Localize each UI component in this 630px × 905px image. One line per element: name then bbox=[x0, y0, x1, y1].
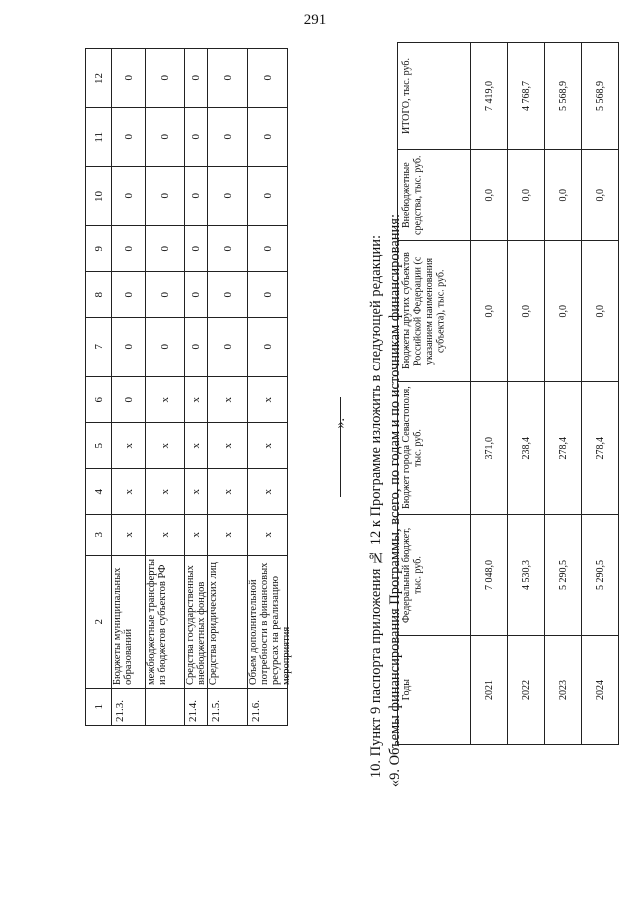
header-col-6-cell bbox=[86, 377, 112, 423]
value-cell bbox=[112, 318, 146, 377]
table2-row bbox=[398, 515, 619, 636]
table2-value-cell bbox=[508, 636, 545, 745]
value-cell bbox=[208, 167, 248, 226]
table2-header-3: Бюджет города Севастополя, тыс. руб. bbox=[401, 386, 424, 510]
row-name-cell bbox=[248, 556, 293, 689]
table2-value-cell bbox=[471, 636, 508, 745]
value: 0 bbox=[261, 75, 274, 81]
value: 0 bbox=[122, 134, 135, 140]
value: х bbox=[190, 396, 202, 403]
table2-value-cell bbox=[545, 241, 582, 382]
value-cell bbox=[185, 108, 208, 167]
value-cell bbox=[248, 377, 288, 423]
header-col-8-cell bbox=[86, 272, 112, 318]
table1-row bbox=[86, 108, 288, 167]
table1-row bbox=[86, 469, 288, 515]
table2-value: 0,0 bbox=[557, 188, 569, 202]
row-name: Объем дополнительной потребности в финансовых ресурсах на реализацию мероприятия bbox=[248, 562, 293, 685]
row-number-cell bbox=[112, 689, 146, 726]
table2-value: 278,4 bbox=[557, 436, 569, 460]
table2-value: 238,4 bbox=[520, 436, 532, 460]
table2-value: 2021 bbox=[483, 680, 495, 700]
header-col-12: 12 bbox=[92, 72, 105, 84]
value: 0 bbox=[159, 291, 171, 298]
value: 0 bbox=[122, 245, 135, 252]
value-cell bbox=[248, 226, 288, 272]
value-cell bbox=[208, 272, 248, 318]
table1-row bbox=[86, 167, 288, 226]
table2-header-1-cell bbox=[398, 636, 471, 745]
table2-value: 7 419,0 bbox=[483, 81, 495, 111]
row-name-cell bbox=[146, 556, 185, 689]
value: х bbox=[221, 488, 234, 495]
value-cell bbox=[248, 167, 288, 226]
table1-row bbox=[86, 515, 288, 556]
table1-row bbox=[86, 318, 288, 377]
table2-value-cell bbox=[582, 515, 619, 636]
value-cell bbox=[185, 377, 208, 423]
value: 0 bbox=[159, 134, 171, 140]
table2-value: 0,0 bbox=[483, 188, 495, 202]
value: 0 bbox=[159, 193, 171, 199]
value: 0 bbox=[190, 75, 202, 81]
table2-header-5-cell bbox=[398, 150, 471, 241]
value-cell bbox=[146, 423, 185, 469]
value: х bbox=[122, 532, 135, 538]
header-col-11-cell bbox=[86, 108, 112, 167]
table2-value-cell bbox=[471, 241, 508, 382]
value-cell bbox=[185, 49, 208, 108]
value: х bbox=[261, 488, 274, 495]
value-cell bbox=[185, 272, 208, 318]
value: 0 bbox=[221, 134, 234, 140]
separator-line bbox=[340, 397, 341, 497]
value: х bbox=[159, 442, 171, 449]
table2-value-cell bbox=[471, 515, 508, 636]
table2-value: 5 290,5 bbox=[594, 560, 606, 590]
value-cell bbox=[248, 49, 288, 108]
value-cell bbox=[208, 318, 248, 377]
value: х bbox=[221, 442, 234, 449]
value-cell bbox=[146, 108, 185, 167]
table2-value: 0,0 bbox=[557, 304, 569, 318]
table2-value: 4 530,3 bbox=[520, 560, 532, 590]
table2-value-cell bbox=[545, 636, 582, 745]
separator-rule bbox=[340, 397, 341, 497]
table2-row bbox=[398, 241, 619, 382]
table2-value: 5 568,9 bbox=[557, 81, 569, 111]
value: 0 bbox=[159, 245, 171, 252]
value-cell bbox=[146, 318, 185, 377]
value: х bbox=[261, 532, 274, 538]
header-col-5: 5 bbox=[92, 442, 105, 449]
table2-row bbox=[398, 150, 619, 241]
value-cell bbox=[146, 469, 185, 515]
header-col-12-cell bbox=[86, 49, 112, 108]
value: 0 bbox=[221, 193, 234, 199]
value: х bbox=[221, 396, 234, 403]
table1-name-row bbox=[86, 556, 288, 689]
table2-value-cell bbox=[545, 382, 582, 515]
value-cell bbox=[208, 377, 248, 423]
caption-line-2-text: «9. Объемы финансирования Программы, всего, по годам и по источникам финансирования: bbox=[387, 214, 403, 788]
value: 0 bbox=[221, 245, 234, 252]
header-col-3: 3 bbox=[92, 532, 105, 538]
value-cell bbox=[112, 108, 146, 167]
value-cell bbox=[208, 515, 248, 556]
table2-value-cell bbox=[471, 150, 508, 241]
header-col-10-cell bbox=[86, 167, 112, 226]
value: х bbox=[221, 532, 234, 538]
value: 0 bbox=[122, 396, 135, 403]
table2-value-cell bbox=[508, 515, 545, 636]
table2-value-cell bbox=[582, 43, 619, 150]
value-cell bbox=[185, 423, 208, 469]
value-cell bbox=[112, 167, 146, 226]
row-name-cell bbox=[185, 556, 208, 689]
value: х bbox=[159, 488, 171, 495]
value: х bbox=[190, 488, 202, 495]
value: х bbox=[261, 396, 274, 403]
value-cell bbox=[185, 226, 208, 272]
value: х bbox=[159, 396, 171, 403]
table2-value: 0,0 bbox=[520, 188, 532, 202]
value: 0 bbox=[221, 344, 234, 350]
table2-value: 0,0 bbox=[594, 188, 606, 202]
table2-value-cell bbox=[471, 43, 508, 150]
value-cell bbox=[112, 469, 146, 515]
row-number-cell bbox=[185, 689, 208, 726]
header-col-11: 11 bbox=[92, 131, 105, 143]
table1-row bbox=[86, 377, 288, 423]
value-cell bbox=[248, 423, 288, 469]
table1-row bbox=[86, 423, 288, 469]
table2-value: 371,0 bbox=[483, 436, 495, 460]
table2-header-4-cell bbox=[398, 241, 471, 382]
row-number-cell bbox=[248, 689, 288, 726]
header-col-2-cell bbox=[86, 556, 112, 689]
value-cell bbox=[208, 49, 248, 108]
header-col-7-cell bbox=[86, 318, 112, 377]
table2-value-cell bbox=[582, 241, 619, 382]
row-number: 21.5. bbox=[210, 700, 222, 722]
value: 0 bbox=[122, 344, 135, 350]
value: 0 bbox=[261, 134, 274, 140]
value: 0 bbox=[261, 193, 274, 199]
value: х bbox=[122, 442, 135, 449]
value-cell bbox=[112, 515, 146, 556]
header-col-1: 1 bbox=[92, 704, 105, 710]
value: 0 bbox=[122, 291, 135, 298]
table2-value: 2023 bbox=[557, 680, 569, 700]
value: 0 bbox=[221, 75, 234, 81]
row-name: межбюджетные трансферты из бюджетов субъектов РФ bbox=[146, 559, 169, 685]
value-cell bbox=[185, 318, 208, 377]
value-cell bbox=[146, 167, 185, 226]
page-number: 291 bbox=[303, 12, 327, 28]
value-cell bbox=[208, 423, 248, 469]
table2-value: 7 048,0 bbox=[483, 560, 495, 590]
value: 0 bbox=[190, 134, 202, 140]
row-number: 21.6. bbox=[250, 700, 262, 722]
value: 0 bbox=[261, 245, 274, 252]
value: 0 bbox=[261, 344, 274, 350]
value-cell bbox=[248, 108, 288, 167]
table2-value: 0,0 bbox=[520, 304, 532, 318]
value-cell bbox=[248, 272, 288, 318]
table2-header-2: Федеральный бюджет, тыс. руб. bbox=[401, 527, 424, 623]
table2-value: 278,4 bbox=[594, 436, 606, 460]
table2-value: 2024 bbox=[594, 680, 606, 700]
table1-number-row bbox=[86, 689, 288, 726]
table2-header-5: Внебюджетные средства, тыс. руб. bbox=[401, 155, 424, 235]
table2-value-cell bbox=[545, 43, 582, 150]
table2-row bbox=[398, 43, 619, 150]
table1-row bbox=[86, 49, 288, 108]
table2-value: 4 768,7 bbox=[520, 81, 532, 111]
value-cell bbox=[248, 469, 288, 515]
table2-value-cell bbox=[471, 382, 508, 515]
row-name: Средства государственных внебюджетных фондов bbox=[185, 565, 208, 685]
table2-value: 0,0 bbox=[483, 304, 495, 318]
row-number-cell bbox=[146, 689, 185, 726]
header-col-9: 9 bbox=[92, 245, 105, 252]
table2-value-cell bbox=[508, 43, 545, 150]
value: 0 bbox=[159, 344, 171, 350]
table2-value-cell bbox=[508, 150, 545, 241]
financing-volumes-table bbox=[397, 42, 619, 745]
table1-row bbox=[86, 226, 288, 272]
value-cell bbox=[146, 49, 185, 108]
row-name: Бюджеты муниципальных образований bbox=[112, 567, 135, 685]
value: 0 bbox=[190, 291, 202, 298]
value-cell bbox=[146, 515, 185, 556]
table2-header-2-cell bbox=[398, 515, 471, 636]
value: 0 bbox=[190, 245, 202, 252]
table2-value-cell bbox=[545, 150, 582, 241]
header-col-8: 8 bbox=[92, 291, 105, 298]
header-col-6: 6 bbox=[92, 396, 105, 403]
value: 0 bbox=[261, 291, 274, 298]
table2-value: 5 290,5 bbox=[557, 560, 569, 590]
value-cell bbox=[112, 423, 146, 469]
table2-header-3-cell bbox=[398, 382, 471, 515]
table1-row bbox=[86, 272, 288, 318]
value-cell bbox=[248, 318, 288, 377]
header-col-4-cell bbox=[86, 469, 112, 515]
value: х bbox=[190, 442, 202, 449]
header-col-9-cell bbox=[86, 226, 112, 272]
table2-value-cell bbox=[582, 150, 619, 241]
header-col-3-cell bbox=[86, 515, 112, 556]
value: х bbox=[261, 442, 274, 449]
row-number-cell bbox=[208, 689, 248, 726]
row-number: 21.4. bbox=[187, 700, 199, 722]
header-col-1-cell bbox=[86, 689, 112, 726]
value-cell bbox=[208, 469, 248, 515]
value: 0 bbox=[159, 75, 171, 81]
row-number: 21.3. bbox=[114, 700, 126, 722]
value-cell bbox=[208, 226, 248, 272]
value: 0 bbox=[122, 193, 135, 199]
value: х bbox=[159, 532, 171, 538]
value-cell bbox=[146, 377, 185, 423]
header-col-5-cell bbox=[86, 423, 112, 469]
value-cell bbox=[185, 515, 208, 556]
value-cell bbox=[112, 377, 146, 423]
value: х bbox=[190, 532, 202, 538]
value: 0 bbox=[122, 75, 135, 81]
value-cell bbox=[208, 108, 248, 167]
value-cell bbox=[146, 226, 185, 272]
value: х bbox=[122, 488, 135, 495]
value-cell bbox=[112, 49, 146, 108]
table2-row bbox=[398, 636, 619, 745]
table2-value-cell bbox=[508, 241, 545, 382]
table2-value-cell bbox=[582, 636, 619, 745]
header-col-10: 10 bbox=[92, 190, 105, 202]
table2-header-4: Бюджеты других субъектов Российской Федерации (с указанием наименования субъекта), тыс. руб. bbox=[401, 252, 447, 370]
table2-value-cell bbox=[545, 515, 582, 636]
row-name-cell bbox=[112, 556, 146, 689]
table2-header-6: ИТОГО, тыс. руб. bbox=[401, 57, 412, 135]
value: 0 bbox=[221, 291, 234, 298]
table2-header-1: Годы bbox=[401, 679, 412, 701]
table2-value: 0,0 bbox=[594, 304, 606, 318]
value-cell bbox=[112, 226, 146, 272]
value-cell bbox=[185, 167, 208, 226]
value: 0 bbox=[190, 193, 202, 199]
value-cell bbox=[112, 272, 146, 318]
row-name-cell bbox=[208, 556, 248, 689]
caption-line-1 bbox=[368, 235, 385, 778]
header-col-4: 4 bbox=[92, 488, 105, 495]
table2-value-cell bbox=[508, 382, 545, 515]
table2-row bbox=[398, 382, 619, 515]
caption-line-1-text: 10. Пункт 9 паспорта приложения № 12 к Программе изложить в следующей редакции: bbox=[368, 235, 384, 779]
closing-text bbox=[333, 418, 349, 429]
table2-value: 2022 bbox=[520, 680, 532, 700]
funding-sources-table bbox=[85, 48, 293, 726]
value-cell bbox=[185, 469, 208, 515]
value-cell bbox=[248, 515, 288, 556]
header-col-7: 7 bbox=[92, 344, 105, 350]
closing-mark bbox=[333, 418, 349, 429]
value: 0 bbox=[190, 344, 202, 350]
table2-header-6-cell bbox=[398, 43, 471, 150]
table2-value: 5 568,9 bbox=[594, 81, 606, 111]
value-cell bbox=[146, 272, 185, 318]
header-col-2: 2 bbox=[92, 619, 105, 625]
row-name: Средства юридических лиц bbox=[208, 561, 219, 685]
table2-value-cell bbox=[582, 382, 619, 515]
